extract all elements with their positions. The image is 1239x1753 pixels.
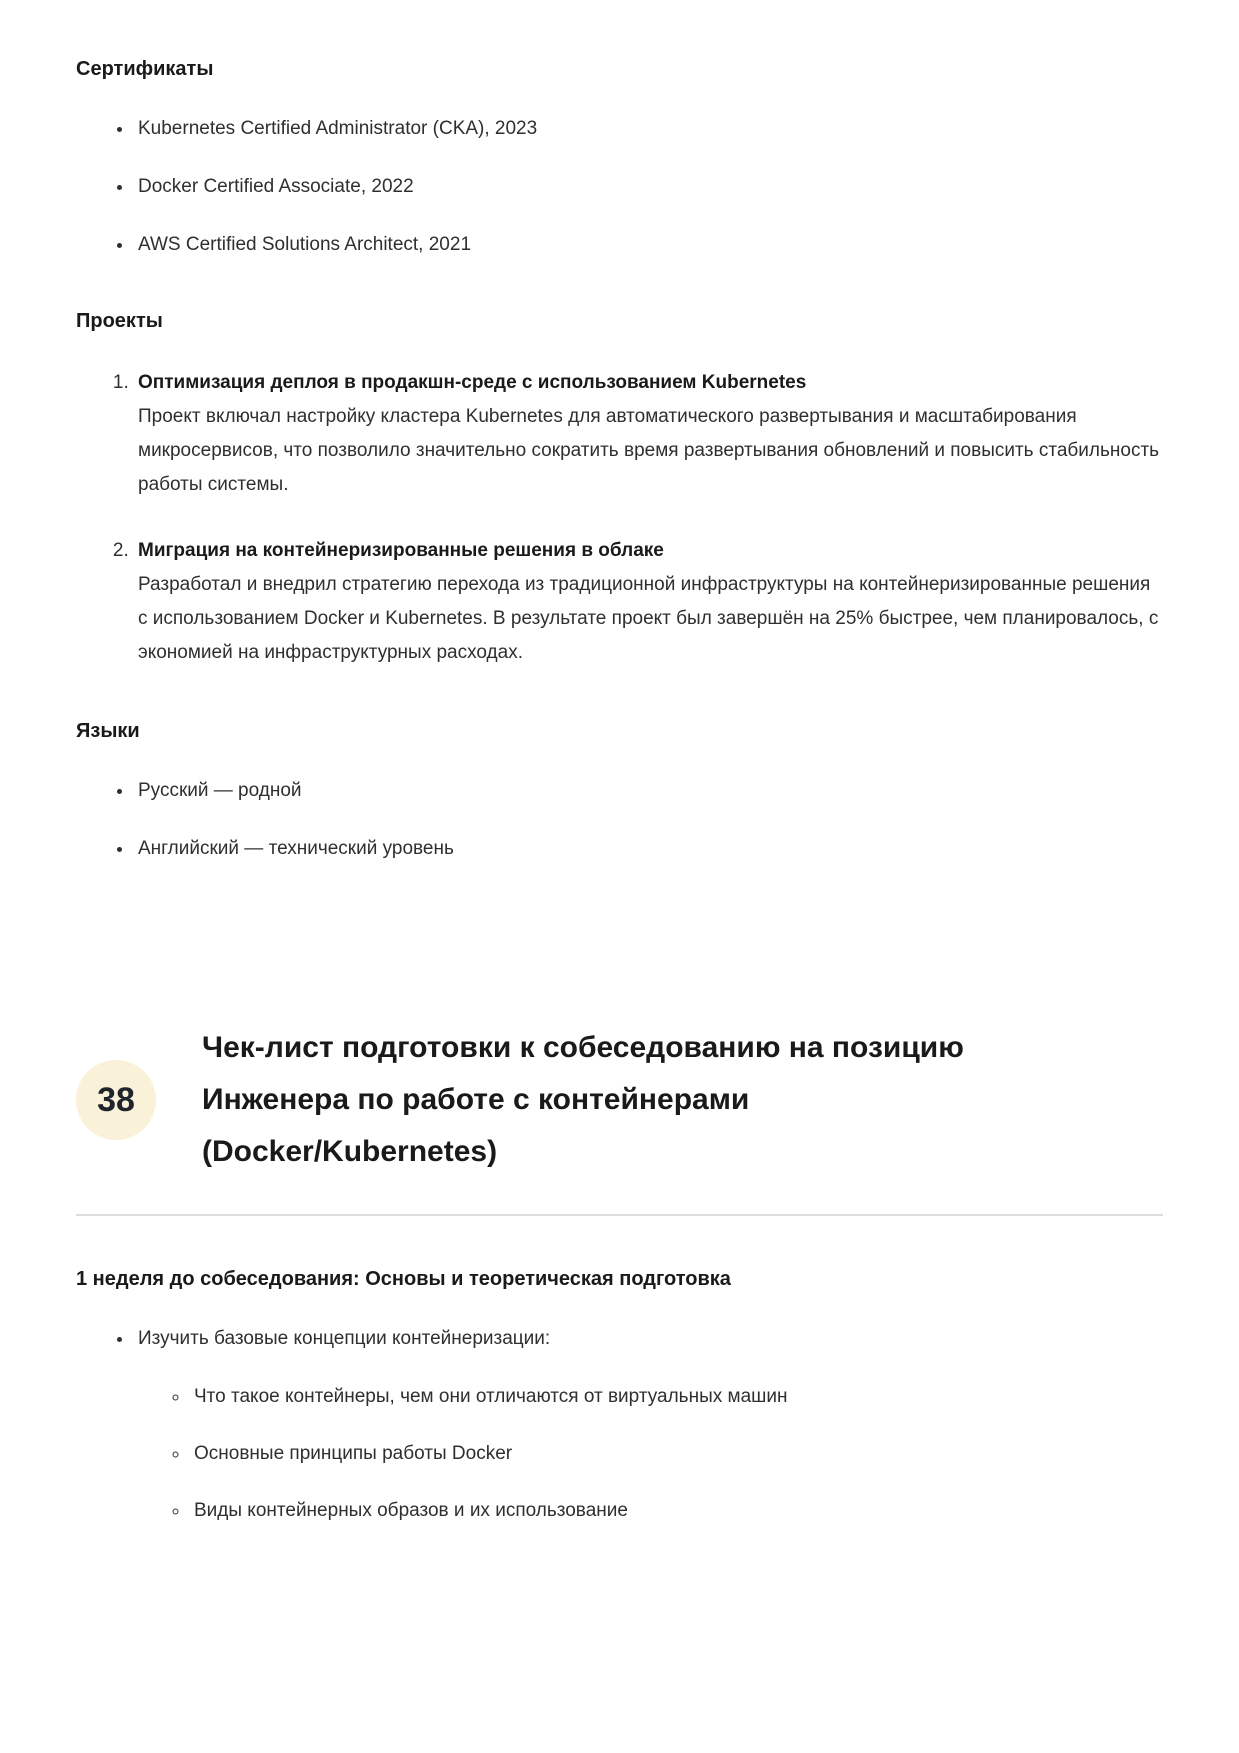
project-description: Проект включал настройку кластера Kubernetes для автоматического развертывания и масштабирования микросервисов, что позволило значительно сократить время развертывания обновлений и повысить стабильность работы системы.: [138, 406, 1160, 495]
project-item: [134, 366, 1163, 502]
languages-heading: Языки: [76, 720, 140, 742]
language-item: • Русский — родной: [134, 774, 1163, 808]
chapter-header: [76, 1022, 1163, 1178]
project-title: 2. Миграция на контейнеризированные решения в облаке: [138, 540, 664, 561]
checklist-subitem: ◦ Основные принципы работы Docker: [190, 1437, 1163, 1471]
certificates-section: [76, 54, 1163, 262]
project-description: Разработал и внедрил стратегию перехода из традиционной инфраструктуры на контейнеризированные решения с использованием Docker и Kubernetes. В результате проект был завершён на 25% быстрее, чем планировалось, с экономией на инфраструктурных расходах.: [138, 574, 1159, 663]
chapter-title: Чек-лист подготовки к собеседованию на позицию Инженера по работе с контейнерами (Docker/Kubernetes): [202, 1031, 964, 1168]
languages-list: [76, 774, 1163, 866]
week1-subheading: 1 неделя до собеседования: Основы и теоретическая подготовка: [76, 1268, 731, 1290]
certificate-item: • Kubernetes Certified Administrator (CKA), 2023: [134, 112, 1163, 146]
checklist-item: [134, 1322, 1163, 1528]
checklist-subitem: ◦ Виды контейнерных образов и их использование: [190, 1494, 1163, 1528]
projects-section: [76, 306, 1163, 670]
chapter-number-badge: 38: [76, 1060, 156, 1140]
project-item: [134, 534, 1163, 670]
checklist-section: [76, 1022, 1163, 1528]
checklist-subitem: ◦ Что такое контейнеры, чем они отличаются от виртуальных машин: [190, 1380, 1163, 1414]
certificates-list: [76, 112, 1163, 262]
certificates-heading: Сертификаты: [76, 58, 214, 80]
project-title: 1. Оптимизация деплоя в продакшн-среде с использованием Kubernetes: [138, 372, 807, 393]
checklist-items: [76, 1322, 1163, 1528]
certificate-item: • Docker Certified Associate, 2022: [134, 170, 1163, 204]
languages-section: [76, 716, 1163, 866]
divider: [76, 1214, 1163, 1216]
checklist-item-label: Изучить базовые концепции контейнеризации:: [138, 1328, 551, 1349]
projects-heading: Проекты: [76, 310, 163, 332]
certificate-item: • AWS Certified Solutions Architect, 2021: [134, 228, 1163, 262]
language-item: • Английский — технический уровень: [134, 832, 1163, 866]
checklist-subitems: [138, 1380, 1163, 1528]
projects-list: [76, 366, 1163, 670]
